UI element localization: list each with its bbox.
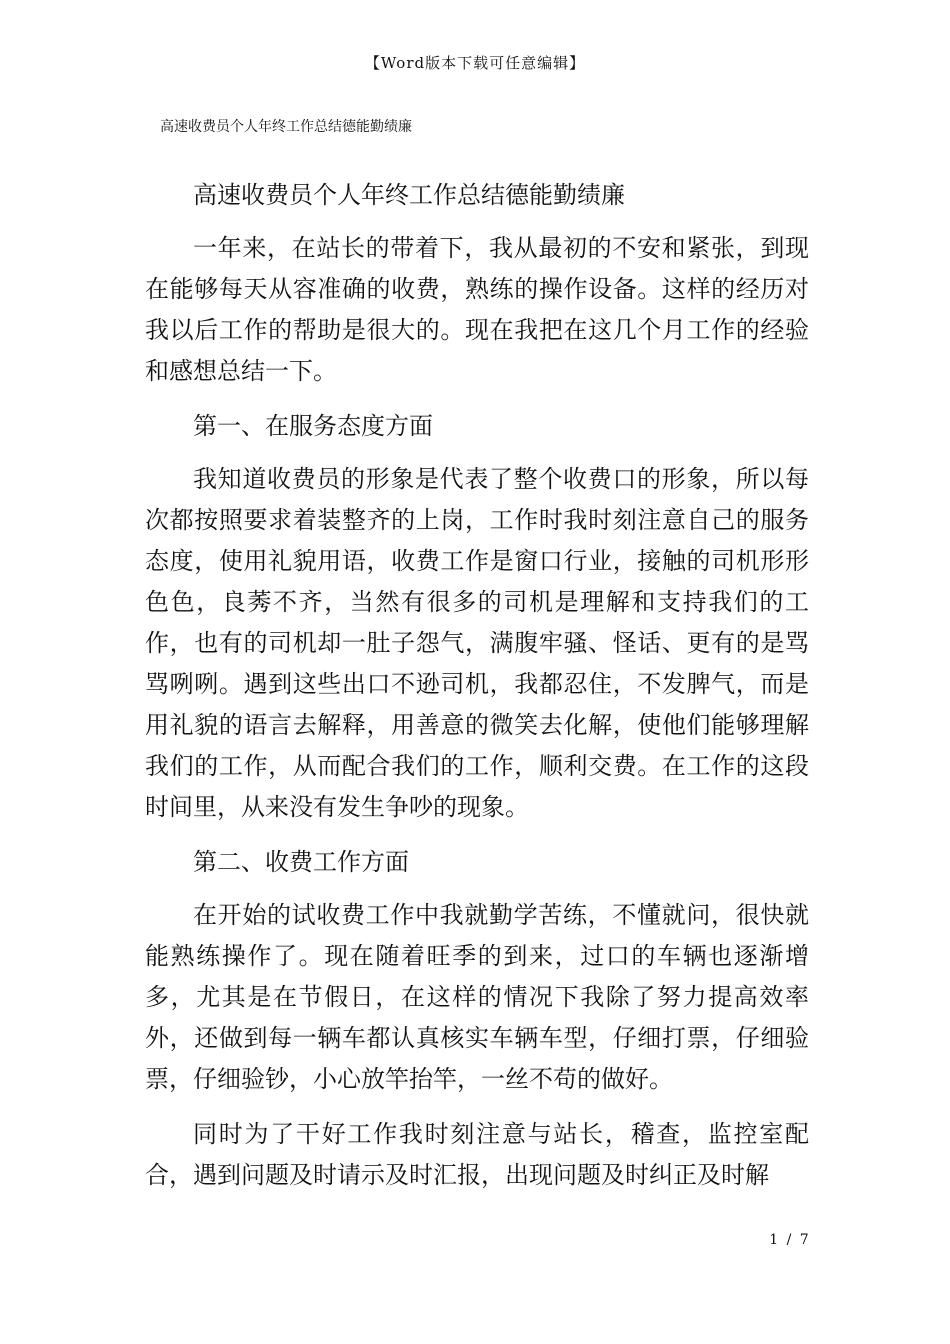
download-banner: 【Word版本下载可任意编辑】 xyxy=(364,54,586,72)
document-title: 高速收费员个人年终工作总结德能勤绩廉 xyxy=(193,181,625,209)
paragraph-cooperation: 同时为了干好工作我时刻注意与站长，稽查，监控室配合，遇到问题及时请示及时汇报，出现问题及时纠正及时解 xyxy=(145,1120,809,1189)
paragraph-intro: 一年来，在站长的带着下，我从最初的不安和紧张，到现在能够每天从容准确的收费，熟练的操作设备。这样的经历对我以后工作的帮助是很大的。现在我把在这几个月工作的经验和感想总结一下。 xyxy=(145,234,809,385)
section-heading-toll-work: 第二、收费工作方面 xyxy=(193,848,409,876)
document-body xyxy=(145,175,809,1210)
page-number: 1 / 7 xyxy=(769,1232,811,1248)
running-header-title: 高速收费员个人年终工作总结德能勤绩廉 xyxy=(160,119,412,135)
paragraph-service-attitude: 我知道收费员的形象是代表了整个收费口的形象，所以每次都按照要求着装整齐的上岗，工作时我时刻注意自己的服务态度，使用礼貌用语，收费工作是窗口行业，接触的司机形形色色，良莠不齐，当然有很多的司机是理解和支持我们的工作，也有的司机却一肚子怨气，满腹牢骚、怪话、更有的是骂骂咧咧。遇到这些出口不逊司机，我都忍住，不发脾气，而是用礼貌的语言去解释，用善意的微笑去化解，使他们能够理解我们的工作，从而配合我们的工作，顺利交费。在工作的这段时间里，从来没有发生争吵的现象。 xyxy=(145,465,809,821)
paragraph-toll-work: 在开始的试收费工作中我就勤学苦练，不懂就问，很快就能熟练操作了。现在随着旺季的到来，过口的车辆也逐渐增多，尤其是在节假日，在这样的情况下我除了努力提高效率外，还做到每一辆车都认真核实车辆车型，仔细打票，仔细验票，仔细验钞，小心放竿抬竿，一丝不苟的做好。 xyxy=(145,901,809,1093)
section-heading-service-attitude: 第一、在服务态度方面 xyxy=(193,412,433,440)
